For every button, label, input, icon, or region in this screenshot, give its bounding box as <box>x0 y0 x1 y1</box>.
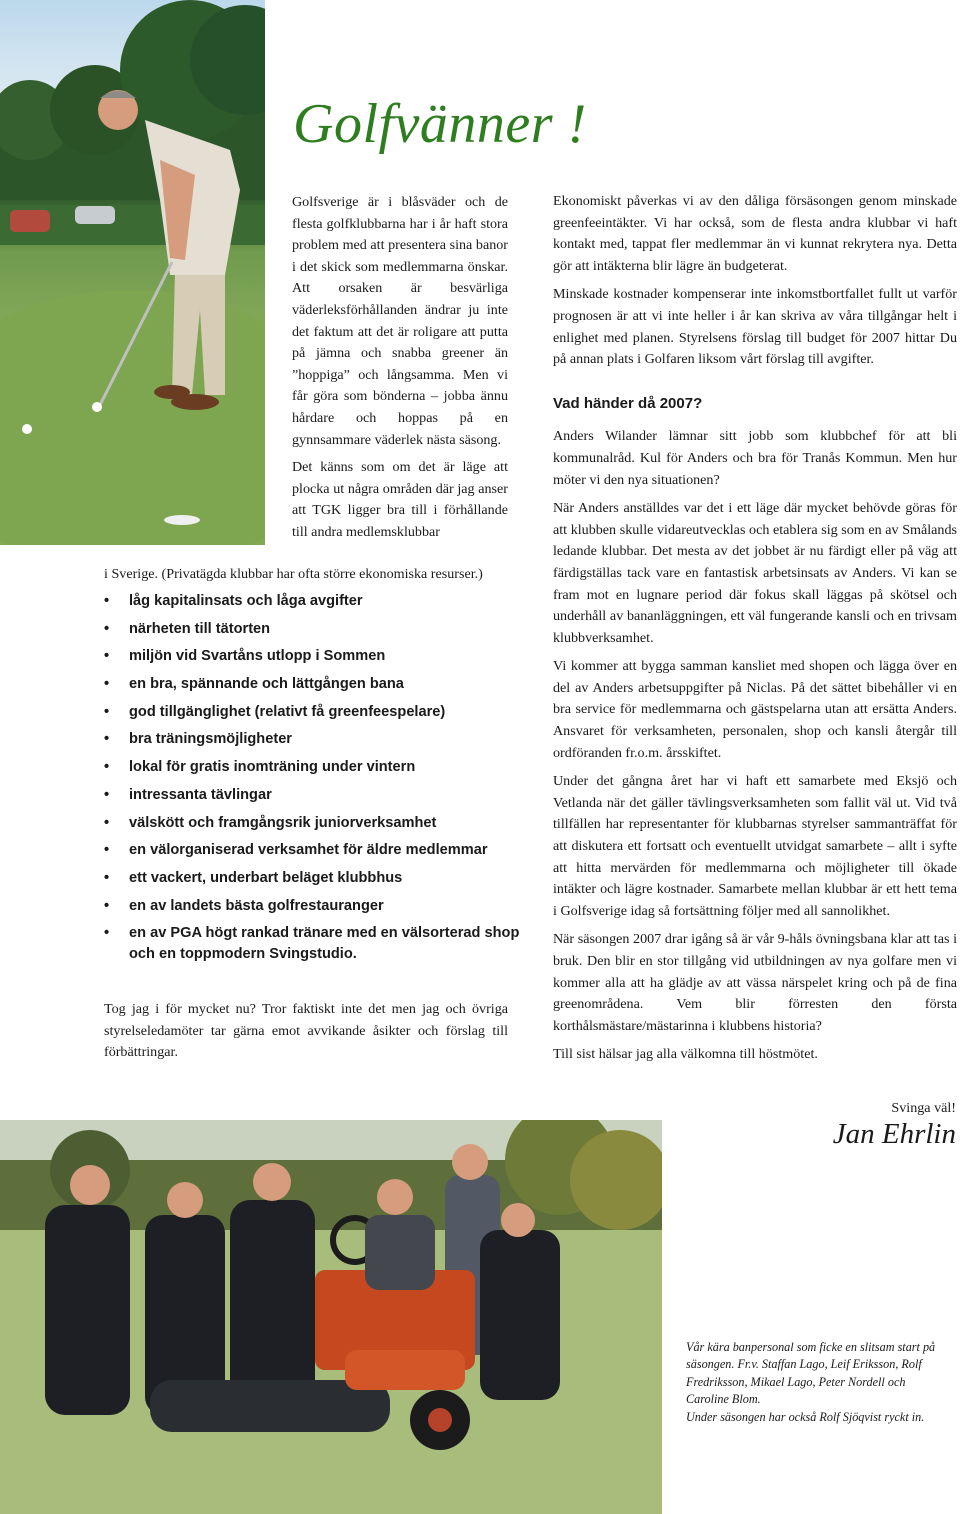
closing-text <box>104 999 508 1071</box>
right-paragraph-2: Minskade kostnader kompenserar inte inkomstbortfallet fullt ut varför prognosen är att vi inte heller i år kan skriva av våra tillgångar helt i enlighet med planen. Styrelsens förslag till budget för 2007 hittar Du på annan plats i Golfaren liksom vårt förslag till avgifter. <box>553 286 957 368</box>
right-column <box>553 191 957 1073</box>
list-item: • låg kapitalinsats och låga avgifter <box>104 591 524 612</box>
list-item: • god tillgänglighet (relativt få greenfeespelare) <box>104 702 524 723</box>
list-item: • närheten till tätorten <box>104 619 524 640</box>
caption-line-2: Under säsongen har också Rolf Sjöqvist ryckt in. <box>686 1409 925 1424</box>
bullet-icon: • <box>104 925 110 942</box>
intro-text <box>292 192 508 550</box>
bullet-icon: • <box>104 759 110 776</box>
greeting: Svinga väl! <box>891 1100 956 1116</box>
bullet-icon: • <box>104 731 110 748</box>
intro-paragraph-1: Golfsverige är i blåsväder och de flesta golfklubbarna har i år haft stora problem med att presentera sina banor i det skick som medlemmarna önskar. Att orsaken är besvärliga väderleksförhållanden ändrar ju inte det faktum att det är roligare att putta på jämna och snabba greener än ”hoppiga” och långsamma. Men vi får göra som bönderna – jobba ännu hårdare och hoppas på en gynnsammare väderlek nästa säsong. <box>292 194 508 448</box>
photo-caption <box>686 1339 948 1426</box>
intro-paragraph-2: Det känns som om det är läge att plocka ut några områden där jag anser att TGK ligger bra till i förhållande till andra medlemsklubbar <box>292 459 508 540</box>
signature: Jan Ehrlin <box>832 1118 956 1150</box>
bullet-icon: • <box>104 814 110 831</box>
list-item: • bra träningsmöjligheter <box>104 729 524 750</box>
right-paragraph-8: Till sist hälsar jag alla välkomna till höstmötet. <box>553 1046 818 1063</box>
closing-paragraph: Tog jag i för mycket nu? Tror faktiskt inte det men jag och övriga styrelseledamöter tar gärna emot avvikande åsikter och förslag till förbättringar. <box>104 1001 508 1061</box>
bullet-icon: • <box>104 842 110 859</box>
bullet-icon: • <box>104 593 110 609</box>
golfer-putting-photo <box>0 0 265 545</box>
right-paragraph-3: Anders Wilander lämnar sitt jobb som klubbchef för att bli kommunalråd. Kul för Anders och bra för Tranås Kommun. Men hur möter vi den nya situationen? <box>553 428 957 488</box>
right-paragraph-7: När säsongen 2007 drar igång så är vår 9-håls övningsbana klar att tas i bruk. Den blir en stor tillgång vid utbildningen av nya golfare men vi kommer alla att ha glädje av att vässa närspelet kring och på de fina greenområdena. Vem blir förresten den första korthålsmästare/mästarinna i klubbens historia? <box>553 931 957 1034</box>
list-item: • välskött och framgångsrik juniorverksamhet <box>104 813 524 834</box>
staff-group-photo <box>0 1120 662 1514</box>
section-heading: Vad händer då 2007? <box>553 394 703 412</box>
golfer-illustration <box>0 0 265 545</box>
right-paragraph-5: Vi kommer att bygga samman kansliet med shopen och lägga över en del av Anders arbetsuppgifter på Niclas. På det sättet bibehåller vi en bra service för medlemmarna och gästspelarna utan att ersätta Anders. Ansvaret för verksamheten, personalen, shop och kansli återgår till ordföranden fr.o.m. årsskiftet. <box>553 658 957 761</box>
bullet-icon: • <box>104 620 110 637</box>
list-item: • ett vackert, underbart beläget klubbhus <box>104 868 524 889</box>
list-item: • lokal för gratis inomträning under vintern <box>104 757 524 778</box>
list-item: • miljön vid Svartåns utlopp i Sommen <box>104 646 524 667</box>
advantages-list <box>104 591 524 972</box>
list-item: • en välorganiserad verksamhet för äldre medlemmar <box>104 840 524 861</box>
right-paragraph-6: Under det gångna året har vi haft ett samarbete med Eksjö och Vetlanda när det gäller tävlingsverksamheten som fallit väl ut. Vid två tillfällen har representanter för klubbarnas styrelser sammanträffat för att diskutera ett fortsatt och eventuellt utvidgat samarbete – allt i syfte att hitta mervärden för medlemmarna och möjligheter till ökade intäkter och lägre kostnader. Samarbete mellan klubbar är ett hett tema i Golfsverige idag så fortsättning följer med all sannolikhet. <box>553 773 957 919</box>
bullet-icon: • <box>104 676 110 693</box>
list-item: • en bra, spännande och lättgången bana <box>104 674 524 695</box>
staff-illustration <box>0 1120 662 1514</box>
intro-paragraph-2-tail: i Sverige. (Privatägda klubbar har ofta större ekonomiska resurser.) <box>104 566 483 582</box>
list-item: • en av landets bästa golfrestauranger <box>104 896 524 917</box>
right-paragraph-1: Ekonomiskt påverkas vi av den dåliga försäsongen genom minskade greenfeeintäkter. Vi har också, som de flesta andra klubbar vi haft kontakt med, tappat fler medlemmar än vi kunnat rekrytera nya. Detta gör att intäkterna blir lägre än budgeterat. <box>553 193 957 274</box>
page-title: Golfvänner ! <box>293 93 587 155</box>
bullet-icon: • <box>104 786 110 803</box>
bullet-icon: • <box>104 648 110 665</box>
caption-line-1: Vår kära banpersonal som ficke en slitsam start på säsongen. Fr.v. Staffan Lago, Leif Eriksson, Rolf Fredriksson, Mikael Lago, Peter Nordell och Caroline Blom. <box>686 1340 936 1407</box>
list-item: • intressanta tävlingar <box>104 785 524 806</box>
list-item: • en av PGA högt rankad tränare med en välsorterad shop och en toppmodern Svingstudio. <box>104 925 520 963</box>
right-paragraph-4: När Anders anställdes var det i ett läge där mycket behövde göras för att klubben skulle vidareutvecklas och etablera sig som en av Smålands ledande klubbar. Det mesta av det jobbet är nu färdigt eller på väg att färdigställas tack vare en fantastisk arbetsinsats av Anders. Vi kan se fram mot en lugnare period där fokus skall läggas på skötsel och underhåll av bananläggningen, ett väl fungerande kansli och en trivsam klubbverksamhet. <box>553 500 957 646</box>
bullet-icon: • <box>104 897 110 914</box>
bullet-icon: • <box>104 869 110 886</box>
bullet-icon: • <box>104 703 110 720</box>
